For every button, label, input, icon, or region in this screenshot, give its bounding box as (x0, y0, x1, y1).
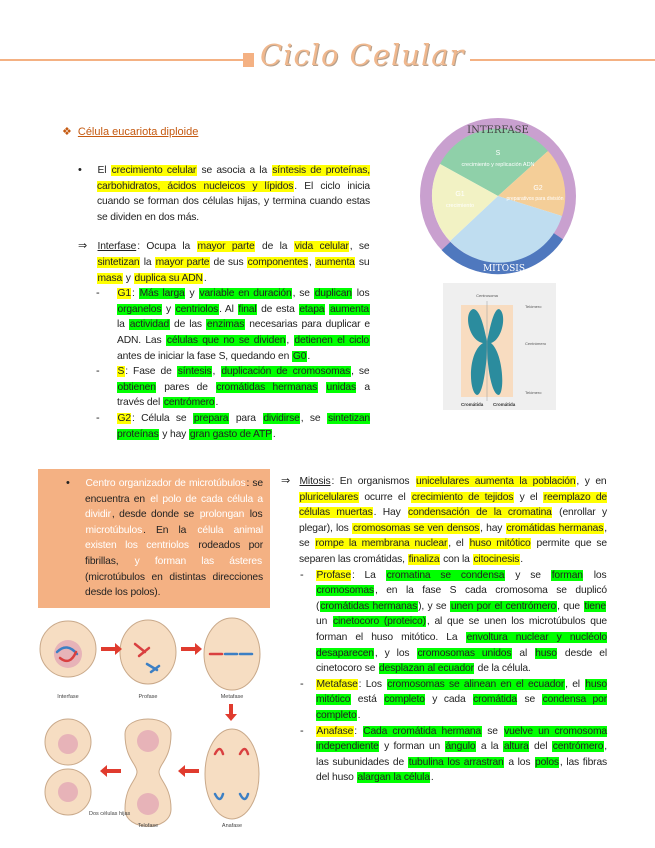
text-segment: prolongan (199, 509, 245, 521)
highlighted-text: crecimiento celular (111, 165, 197, 176)
text-segment: y se (505, 569, 551, 581)
highlighted-text: Profase (316, 569, 351, 581)
centrosome-box (38, 469, 270, 608)
highlighted-text: componentes (247, 256, 308, 268)
metaphase-paragraph (316, 677, 607, 724)
mitosis-paragraph (299, 474, 607, 568)
highlighted-text: condensa por completo (316, 694, 607, 721)
text-segment: se (482, 725, 504, 737)
highlighted-text: dividirse (263, 412, 300, 424)
highlighted-text: forman (551, 569, 583, 581)
text-segment: la (117, 319, 129, 331)
g1-paragraph (117, 286, 370, 364)
text-segment: , el (448, 538, 469, 550)
text-segment: , hay (480, 522, 506, 534)
highlighted-text: altura (503, 741, 529, 753)
highlighted-text: G1 (117, 288, 131, 300)
text-segment: . (203, 272, 207, 284)
chromatid-label: Cromátida (493, 402, 516, 407)
bullet-icon: • (66, 477, 70, 489)
highlighted-text: sintetizan (97, 256, 140, 268)
text-segment: necesarias para duplicar e ADN. Las (117, 319, 370, 346)
highlighted-text: alargan la célula (357, 772, 430, 784)
text-segment: de la célula. (474, 663, 531, 675)
text-segment: de esta (257, 303, 299, 315)
ring-bottom-label: MITOSIS (482, 264, 526, 274)
highlighted-text: condensación de la cromatina (408, 507, 552, 519)
highlighted-text: enzimas (206, 319, 245, 331)
text-segment: El (97, 165, 111, 176)
text-segment: los (245, 509, 263, 521)
centrosome-item (66, 476, 263, 601)
anaphase-label: Anafase (221, 823, 243, 829)
text-segment: y forman las ásteres (134, 555, 262, 567)
highlighted-text: final (238, 303, 257, 315)
s-label: S (495, 150, 501, 157)
text-segment: . El ciclo inicia cuando se forman dos células hijas, y termina cuando estas se dividen en dos más. (97, 180, 370, 223)
text-segment: para (229, 412, 263, 424)
text-segment: un (316, 616, 333, 628)
highlighted-text: envoltura nuclear y nucléolo desaparecen (316, 631, 607, 659)
s-item (78, 364, 370, 411)
anaphase-paragraph (316, 724, 607, 786)
text-segment: . (430, 772, 434, 784)
text-segment: : se encuentra en (85, 478, 263, 505)
text-segment: se asocia a la (197, 165, 272, 176)
text-segment: de sus (210, 256, 247, 268)
left-column (78, 163, 370, 442)
text-segment: : La (351, 569, 386, 581)
intro-paragraph (97, 163, 370, 225)
text-segment: , al que se unen los microtúbulos que forman el huso mitótico. La (316, 616, 608, 643)
text-segment: la (140, 256, 155, 268)
metaphase-label: Metafase (220, 694, 244, 700)
highlighted-text: Cada cromátida hermana (363, 725, 482, 737)
arrow-icon (181, 643, 202, 655)
highlighted-text: aumenta (329, 303, 369, 315)
text-segment: a través del (117, 381, 370, 409)
highlighted-text: cromátidas hermanas (216, 381, 318, 393)
text-segment: , se (299, 522, 607, 550)
highlighted-text: centriolos (175, 303, 219, 315)
text-segment: al (512, 647, 535, 659)
highlighted-text: cromosomas unidos (417, 647, 512, 659)
arrow-icon: ⇒ (281, 475, 291, 487)
text-segment: el polo de cada célula a dividir (85, 493, 263, 521)
page-title: Ciclo Celular (254, 38, 470, 72)
text-segment: a la (476, 741, 503, 753)
text-segment: , y los (374, 647, 417, 659)
text-segment: , (308, 256, 315, 268)
highlighted-text: cromosomas se ven densos (352, 522, 480, 534)
metaphase-item (281, 677, 607, 724)
highlighted-text: Más larga (139, 288, 185, 300)
highlighted-text: vida celular (294, 241, 349, 253)
highlighted-text: Anafase (316, 725, 354, 737)
text-segment: permite que se separen las cromátidas, (299, 538, 607, 565)
telophase-label: Telofase (137, 823, 159, 829)
highlighted-text: centrómero (552, 741, 604, 753)
centrosome-label: Centrosoma (476, 293, 498, 298)
highlighted-text: finaliza (408, 553, 440, 565)
text-segment: . (357, 709, 361, 721)
text-segment: . (307, 350, 311, 362)
highlighted-text: mayor parte (197, 241, 255, 253)
text-segment: . Al (219, 303, 238, 315)
text-segment: con la (440, 553, 473, 565)
text-segment: está (351, 694, 384, 706)
highlighted-text: unidas (326, 381, 356, 393)
dash-marker: - (300, 568, 304, 581)
text-segment: , se (300, 412, 327, 424)
text-segment: Interfase (97, 241, 137, 253)
arrow-icon (178, 765, 199, 777)
text-segment: : Ocupa la (137, 241, 197, 253)
daughter-cells-label: Dos células hijas (89, 811, 131, 817)
text-segment: . (272, 428, 276, 440)
text-segment: , y en (576, 476, 607, 487)
highlighted-text: unicelulares aumenta la población (416, 476, 576, 487)
highlighted-text: desplazan al ecuador (379, 663, 474, 675)
text-segment: los (583, 569, 607, 581)
text-segment: rodeados por fibrillas, (85, 540, 263, 567)
anaphase-cell (205, 729, 259, 819)
highlighted-text: actividad (129, 319, 170, 331)
text-segment: de la (255, 241, 294, 253)
arrow-icon (101, 643, 122, 655)
text-segment: (microtúbulos en distintas direcciones desde los polos). (85, 571, 263, 599)
chromosome-figure (443, 283, 556, 410)
highlighted-text: centrómero (163, 397, 215, 409)
right-column (281, 474, 607, 786)
text-segment: y (123, 272, 134, 284)
highlighted-text: ángulo (445, 741, 476, 753)
highlighted-text: cinetocoro (proteico) (333, 616, 426, 628)
text-segment: ocurre el (359, 491, 411, 503)
dash-marker: - (300, 724, 304, 737)
g1-desc: crecimiento (445, 203, 475, 209)
text-segment: : Los (358, 678, 387, 690)
prophase-label: Profase (138, 694, 158, 700)
highlighted-text: organelos (117, 303, 162, 315)
text-segment: a los (504, 756, 535, 768)
text-segment: y cada (425, 694, 473, 706)
highlighted-text: tubulina los arrastran (408, 756, 504, 768)
text-segment: . En la (143, 524, 197, 536)
text-segment: , (286, 334, 294, 346)
text-segment: y forman un (379, 741, 445, 753)
text-segment: : (131, 288, 139, 300)
cell-cycle-diagram (420, 118, 578, 278)
highlighted-text: cromátidas hermanas (506, 522, 604, 534)
text-segment: antes de iniciar la fase S, quedando en (117, 350, 292, 362)
highlighted-text: rompe la membrana nuclear (315, 538, 448, 550)
highlighted-text: prepara (193, 412, 229, 424)
text-segment: de las (170, 319, 206, 331)
text-segment: su (355, 256, 370, 268)
dash-marker: - (96, 411, 100, 424)
bullet-icon: • (78, 164, 82, 176)
text-segment: , en la fase S cada cromosoma se duplicó ( (316, 585, 607, 612)
text-segment: , (212, 366, 221, 378)
highlighted-text: reemplazo de células muertas (299, 491, 607, 519)
text-segment: , se (292, 288, 314, 300)
highlighted-text: huso mitótico (469, 538, 531, 550)
highlighted-text: G0 (292, 350, 307, 362)
highlighted-text: detienen el ciclo (294, 334, 370, 346)
highlighted-text: tiene (584, 600, 606, 612)
highlighted-text: células que no se dividen (166, 334, 286, 346)
text-segment: (enrollar y plegar), los (299, 507, 608, 534)
highlighted-text: cromatina se condensa (386, 569, 505, 581)
text-segment: ), y se (418, 600, 450, 612)
text-segment: desde el cinetocoro se (316, 647, 607, 675)
highlighted-text: vuelve un cromosoma independiente (316, 725, 607, 753)
text-segment: y (162, 303, 175, 315)
text-segment: célula animal existen los centriolos (85, 524, 263, 552)
highlighted-text: crecimiento de tejidos (411, 491, 514, 503)
prophase-item (281, 568, 607, 677)
mitosis-item (281, 474, 607, 568)
highlighted-text: mayor parte (155, 256, 210, 268)
centromere-label: Centrómero (525, 341, 547, 346)
dash-marker: - (96, 365, 100, 378)
highlighted-text: aumenta (315, 256, 355, 268)
highlighted-text: síntesis (177, 366, 212, 378)
g1-label: G1 (455, 191, 465, 198)
text-segment: microtúbulos (85, 524, 143, 536)
text-segment: y (185, 288, 199, 300)
highlighted-text: masa (97, 272, 123, 284)
chromatid-label: Cromátida (461, 402, 484, 407)
s-paragraph (117, 364, 370, 411)
highlighted-text: gran gasto de ATP (189, 428, 272, 440)
highlighted-text: cromosomas (316, 585, 374, 597)
text-segment: del (529, 741, 552, 753)
text-segment: . Hay (373, 507, 407, 519)
highlighted-text: citocinesis (473, 553, 520, 565)
arrow-icon (225, 704, 237, 721)
text-segment: : (354, 725, 363, 737)
highlighted-text: huso (535, 647, 557, 659)
text-segment: , se (349, 241, 370, 253)
text-segment: Centro organizador de microtúbulos (85, 478, 246, 489)
text-segment: , desde donde se (111, 509, 199, 521)
g1-item (78, 286, 370, 364)
highlighted-text: pluricelulares (299, 491, 359, 503)
prophase-paragraph (316, 568, 607, 677)
highlighted-text: completo (384, 694, 425, 706)
arrow-icon (100, 765, 121, 777)
highlighted-text: obtienen (117, 381, 156, 393)
text-segment: , las fibras del huso (316, 756, 608, 784)
anaphase-item (281, 724, 607, 786)
highlighted-text: duplicación de cromosomas (221, 366, 351, 378)
text-segment: , el (565, 678, 585, 690)
section-heading (62, 125, 198, 138)
text-segment: los (352, 288, 370, 300)
highlighted-text: unen por el centrómero (450, 600, 557, 612)
text-segment: se (517, 694, 542, 706)
s-desc: crecimiento y replicación ADN (461, 162, 535, 168)
highlighted-text: variable en duración (199, 288, 292, 300)
centrosome-paragraph (85, 476, 263, 601)
highlighted-text: polos (535, 756, 559, 768)
highlighted-text: duplica su ADN (134, 272, 203, 284)
highlighted-text: huso mitótico (316, 678, 607, 706)
telomere-label: Telómero (525, 390, 542, 395)
text-segment: , que (557, 600, 584, 612)
mitosis-figure (35, 614, 280, 844)
highlighted-text: cromátidas hermanas (320, 600, 418, 612)
highlighted-text: Metafase (316, 678, 358, 690)
text-segment: . (215, 397, 219, 409)
highlighted-text: cromosomas se alinean en el ecuador (387, 678, 565, 690)
interfase-item (78, 239, 370, 286)
dash-marker: - (96, 287, 100, 300)
text-segment: , se (351, 366, 370, 378)
ring-top-label: INTERFASE (467, 125, 529, 136)
interphase-label: Interfase (57, 694, 79, 700)
g2-item (78, 411, 370, 442)
g2-desc: preparativos para división (506, 196, 564, 202)
g2-paragraph (117, 411, 370, 442)
text-segment: . (520, 553, 524, 565)
highlighted-text: cromátida (473, 694, 517, 706)
text-segment: , las subunidades de (316, 741, 607, 768)
highlighted-text: S (117, 366, 125, 378)
text-segment: pares de (156, 381, 216, 393)
text-segment: y hay (159, 428, 189, 440)
diamond-bullet-icon: ❖ (62, 126, 72, 138)
dash-marker: - (300, 677, 304, 690)
text-segment: : En organismos (331, 476, 416, 487)
text-segment: y el (514, 491, 543, 503)
highlighted-text: sintetizan proteínas (117, 412, 370, 440)
interfase-paragraph (97, 239, 370, 286)
prophase-cell (120, 620, 176, 684)
highlighted-text: síntesis de proteínas, carbohidratos, ácidos nucleicos y lípidos (97, 165, 370, 192)
text-segment: : Fase de (125, 366, 177, 378)
arrow-icon: ⇒ (78, 240, 88, 253)
section-heading-label: Célula eucariota diploide (77, 126, 199, 138)
text-segment: Mitosis (299, 476, 331, 487)
telomere-label: Telómero (525, 304, 542, 309)
text-segment (318, 382, 326, 393)
highlighted-text: G2 (117, 412, 131, 424)
text-segment: : Célula se (131, 412, 193, 424)
intro-item (78, 163, 370, 225)
highlighted-text: etapa (299, 303, 325, 315)
highlighted-text: duplican (314, 288, 352, 300)
g2-label: G2 (533, 185, 543, 192)
